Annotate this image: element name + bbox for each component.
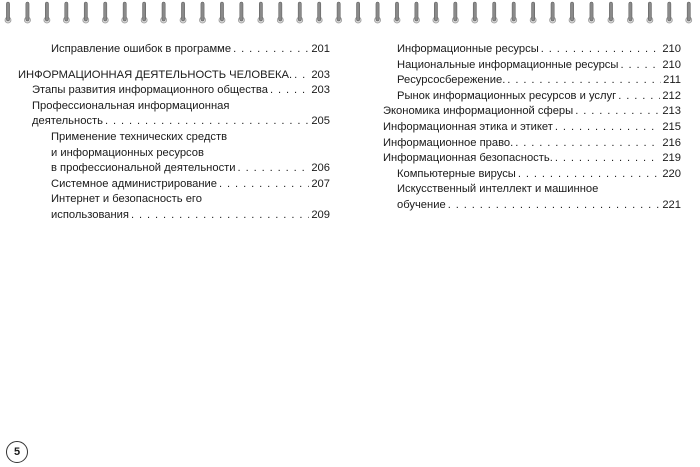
toc-page-number: 207 xyxy=(311,177,330,190)
toc-entry xyxy=(383,58,681,74)
toc-page-number: 210 xyxy=(662,58,681,71)
spiral-ring-icon xyxy=(63,2,69,23)
toc-leader-dots xyxy=(131,208,309,224)
spiral-ring-icon xyxy=(258,2,264,23)
spiral-ring-icon xyxy=(589,2,595,23)
spiral-ring-icon xyxy=(413,2,419,23)
toc-entry-title: Информационные ресурсы xyxy=(397,43,539,55)
toc-entry-title: Системное администрирование xyxy=(51,177,218,190)
toc-leader-dots xyxy=(507,73,661,89)
spiral-ring-icon xyxy=(24,2,30,23)
spiral-ring-icon xyxy=(5,2,11,23)
toc-page-number: 211 xyxy=(663,74,681,87)
toc-leader-dots xyxy=(270,83,309,99)
spiral-ring-icon xyxy=(608,2,614,23)
toc-page-number: 203 xyxy=(311,68,330,81)
toc-page-number: 219 xyxy=(662,152,681,165)
toc-entry-title: ИНФОРМАЦИОННАЯ ДЕЯТЕЛЬНОСТЬ ЧЕЛОВЕКА. xyxy=(18,68,293,81)
spiral-ring-icon xyxy=(161,2,167,23)
spiral-ring-icon xyxy=(550,2,556,23)
toc-entry xyxy=(18,42,330,58)
toc-page-number: 210 xyxy=(662,43,681,55)
spiral-ring-icon xyxy=(141,2,147,23)
toc-entry-title-line: и информационных ресурсов xyxy=(51,146,204,159)
spiral-ring-icon xyxy=(686,2,692,23)
toc-right-column xyxy=(383,42,681,214)
spiral-ring-icon xyxy=(44,2,50,23)
toc-page-number: 216 xyxy=(662,136,681,149)
toc-leader-dots xyxy=(541,42,661,58)
toc-entry-title: Ресурсосбережение. xyxy=(397,74,506,87)
spiral-ring-icon xyxy=(647,2,653,23)
spiral-ring-icon xyxy=(530,2,536,23)
toc-page-number: 215 xyxy=(662,120,681,133)
spiral-ring-icon xyxy=(355,2,361,23)
toc-entry xyxy=(383,151,681,167)
toc-entry xyxy=(383,104,681,120)
toc-leader-dots xyxy=(105,114,309,130)
spiral-ring-icon xyxy=(83,2,89,23)
spiral-ring-icon xyxy=(316,2,322,23)
spiral-ring-icon xyxy=(472,2,478,23)
toc-leader-dots xyxy=(448,198,661,214)
toc-entry-title: в профессиональной деятельности xyxy=(51,162,236,175)
toc-entry xyxy=(18,68,330,84)
spiral-ring-icon xyxy=(394,2,400,23)
spiral-ring-icon xyxy=(102,2,108,23)
toc-entry-title: Информационная этика и этикет xyxy=(383,120,553,133)
toc-entry-title: Рынок информационных ресурсов и услуг xyxy=(397,89,617,102)
toc-leader-dots xyxy=(575,104,660,120)
toc-entry xyxy=(383,182,681,213)
toc-page-number: 221 xyxy=(662,198,681,211)
toc-leader-dots xyxy=(518,167,660,183)
toc-page-number: 213 xyxy=(662,105,681,118)
spiral-ring-icon xyxy=(433,2,439,23)
toc-entry-title: Экономика информационной сферы xyxy=(383,105,574,118)
toc-entry xyxy=(18,192,330,223)
toc-leader-dots xyxy=(238,161,310,177)
toc-entry xyxy=(383,42,681,58)
toc-entry xyxy=(18,130,330,177)
toc-entry-title: деятельность xyxy=(32,115,103,128)
toc-leader-dots xyxy=(555,151,661,167)
toc-entry-title: Этапы развития информационного общества xyxy=(32,84,268,97)
toc-entry xyxy=(383,120,681,136)
toc-entry-title: Информационное право. xyxy=(383,136,514,149)
spiral-binding xyxy=(0,0,700,30)
toc-page-number: 201 xyxy=(311,43,330,55)
spiral-ring-icon xyxy=(569,2,575,23)
spiral-ring-icon xyxy=(627,2,633,23)
spiral-ring-icon xyxy=(511,2,517,23)
page-number-badge: 5 xyxy=(6,441,28,463)
toc-page-number: 212 xyxy=(662,89,681,102)
spiral-ring-icon xyxy=(180,2,186,23)
spiral-ring-icon xyxy=(336,2,342,23)
toc-leader-dots xyxy=(555,120,660,136)
toc-entry-title: Компьютерные вирусы xyxy=(397,167,516,180)
toc-entry xyxy=(383,73,681,89)
toc-leader-dots xyxy=(233,42,309,58)
toc-leader-dots xyxy=(618,89,660,105)
toc-entry xyxy=(18,99,330,130)
toc-entry xyxy=(18,177,330,193)
toc-entry xyxy=(383,89,681,105)
toc-leader-dots xyxy=(219,177,309,193)
toc-entry-title: обучение xyxy=(397,198,446,211)
spiral-ring-icon xyxy=(122,2,128,23)
toc-entry xyxy=(383,136,681,152)
toc-entry xyxy=(383,167,681,183)
toc-entry-title-line: Интернет и безопасность его xyxy=(51,193,202,206)
toc-page-number: 206 xyxy=(311,162,330,175)
toc-page-number: 203 xyxy=(311,84,330,97)
toc-page-number: 209 xyxy=(311,208,330,221)
spiral-ring-icon xyxy=(491,2,497,23)
toc-leader-dots xyxy=(620,58,660,74)
spiral-ring-icon xyxy=(297,2,303,23)
toc-page-number: 205 xyxy=(311,115,330,128)
toc-entry-title-line: Применение технических средств xyxy=(51,130,228,143)
toc-entry-title-line: Профессиональная информационная xyxy=(32,99,230,112)
toc-entry xyxy=(18,83,330,99)
toc-entry-title: использования xyxy=(51,208,129,221)
toc-leader-dots xyxy=(294,68,309,84)
toc-entry-title: Исправление ошибок в программе xyxy=(51,43,232,55)
spiral-ring-icon xyxy=(219,2,225,23)
spiral-ring-icon xyxy=(238,2,244,23)
spiral-ring-icon xyxy=(666,2,672,23)
spiral-ring-icon xyxy=(375,2,381,23)
toc-entry-title: Информационная безопасность. xyxy=(383,152,553,165)
toc-left-column xyxy=(18,42,330,224)
toc-entry-title: Национальные информационные ресурсы xyxy=(397,58,619,71)
toc-entry-title-line: Искусственный интеллект и машинное xyxy=(397,183,599,196)
spiral-ring-icon xyxy=(277,2,283,23)
spiral-ring-icon xyxy=(200,2,206,23)
spiral-ring-icon xyxy=(452,2,458,23)
toc-leader-dots xyxy=(515,136,660,152)
toc-page-number: 220 xyxy=(662,167,681,180)
